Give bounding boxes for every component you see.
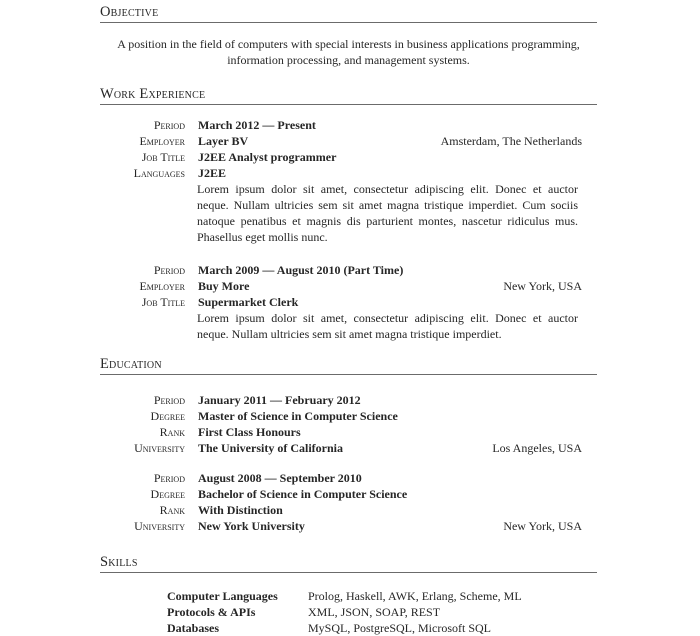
skill-category-label: Computer Languages bbox=[167, 589, 278, 603]
field-value: Master of Science in Computer Science bbox=[198, 409, 398, 423]
job-entry bbox=[100, 117, 597, 245]
table-row bbox=[100, 502, 597, 518]
skill-category-value: MySQL, PostgreSQL, Microsoft SQL bbox=[308, 621, 492, 635]
field-value: First Class Honours bbox=[198, 425, 301, 439]
field-value: With Distinction bbox=[198, 503, 283, 517]
table-row bbox=[100, 486, 597, 502]
table-row bbox=[100, 392, 597, 408]
job-entry bbox=[100, 262, 597, 342]
field-label: University bbox=[134, 441, 185, 455]
field-value: January 2011 — February 2012 bbox=[198, 393, 361, 407]
job-description: Lorem ipsum dolor sit amet, consectetur adipiscing elit. Donec et auctor neque. Nullam ultricies sem sit amet magna tristique imperdiet. bbox=[197, 311, 578, 341]
table-row bbox=[167, 604, 597, 620]
table-row bbox=[100, 440, 597, 456]
field-location: New York, USA bbox=[503, 279, 582, 293]
field-location: Los Angeles, USA bbox=[492, 441, 582, 455]
field-value: The University of California bbox=[198, 441, 343, 455]
table-row bbox=[100, 133, 597, 149]
field-label: Job Title bbox=[141, 295, 185, 309]
section-heading-objective: Objective bbox=[100, 5, 597, 23]
skill-category-value: Prolog, Haskell, AWK, Erlang, Scheme, ML bbox=[308, 589, 522, 603]
education-entry bbox=[100, 470, 597, 534]
table-row bbox=[167, 588, 597, 604]
table-row bbox=[100, 165, 597, 181]
field-label: Rank bbox=[159, 425, 185, 439]
field-label: Degree bbox=[150, 487, 185, 501]
table-row bbox=[100, 149, 597, 165]
section-heading-work-experience: Work Experience bbox=[100, 87, 597, 105]
field-value: J2EE bbox=[198, 166, 227, 180]
section-heading-skills: Skills bbox=[100, 555, 597, 573]
field-location: Amsterdam, The Netherlands bbox=[440, 134, 582, 148]
field-label: Degree bbox=[150, 409, 185, 423]
education-entry bbox=[100, 392, 597, 456]
skill-category-label: Databases bbox=[167, 621, 220, 635]
field-label: Job Title bbox=[141, 150, 185, 164]
skills-table bbox=[167, 588, 597, 636]
field-value: March 2012 — Present bbox=[198, 118, 316, 132]
job-description: Lorem ipsum dolor sit amet, consectetur adipiscing elit. Donec et auctor neque. Nullam ultricies sem sit amet magna tristique imperdiet. Cum sociis natoque penatibus et magnis dis parturient montes, nascetur ridiculus mus. Phasellus eget mollis nunc. bbox=[197, 182, 578, 244]
field-value: Bachelor of Science in Computer Science bbox=[198, 487, 408, 501]
table-row bbox=[100, 294, 597, 310]
field-label: Period bbox=[153, 263, 185, 277]
field-value: Supermarket Clerk bbox=[198, 295, 299, 309]
field-value: March 2009 — August 2010 (Part Time) bbox=[198, 263, 404, 277]
field-location: New York, USA bbox=[503, 519, 582, 533]
table-row bbox=[100, 117, 597, 133]
field-label: Employer bbox=[139, 134, 185, 148]
field-value: August 2008 — September 2010 bbox=[198, 471, 362, 485]
table-row bbox=[100, 518, 597, 534]
resume-content bbox=[100, 0, 597, 636]
table-row bbox=[167, 620, 597, 636]
field-label: Rank bbox=[159, 503, 185, 517]
table-row bbox=[100, 424, 597, 440]
table-row bbox=[100, 278, 597, 294]
field-value: New York University bbox=[198, 519, 305, 533]
objective-text: A position in the field of computers with special interests in business applications programming, information processing, and management systems. bbox=[117, 37, 580, 67]
table-row bbox=[100, 408, 597, 424]
field-label: Period bbox=[153, 393, 185, 407]
field-label: Employer bbox=[139, 279, 185, 293]
field-value: J2EE Analyst programmer bbox=[198, 150, 337, 164]
field-label: University bbox=[134, 519, 185, 533]
field-label: Period bbox=[153, 471, 185, 485]
field-label: Period bbox=[153, 118, 185, 132]
skill-category-label: Protocols & APIs bbox=[167, 605, 256, 619]
field-label: Languages bbox=[133, 166, 185, 180]
field-value: Layer BV bbox=[198, 134, 249, 148]
section-heading-education: Education bbox=[100, 357, 597, 375]
skill-category-value: XML, JSON, SOAP, REST bbox=[308, 605, 441, 619]
table-row bbox=[100, 262, 597, 278]
field-value: Buy More bbox=[198, 279, 250, 293]
table-row bbox=[100, 470, 597, 486]
